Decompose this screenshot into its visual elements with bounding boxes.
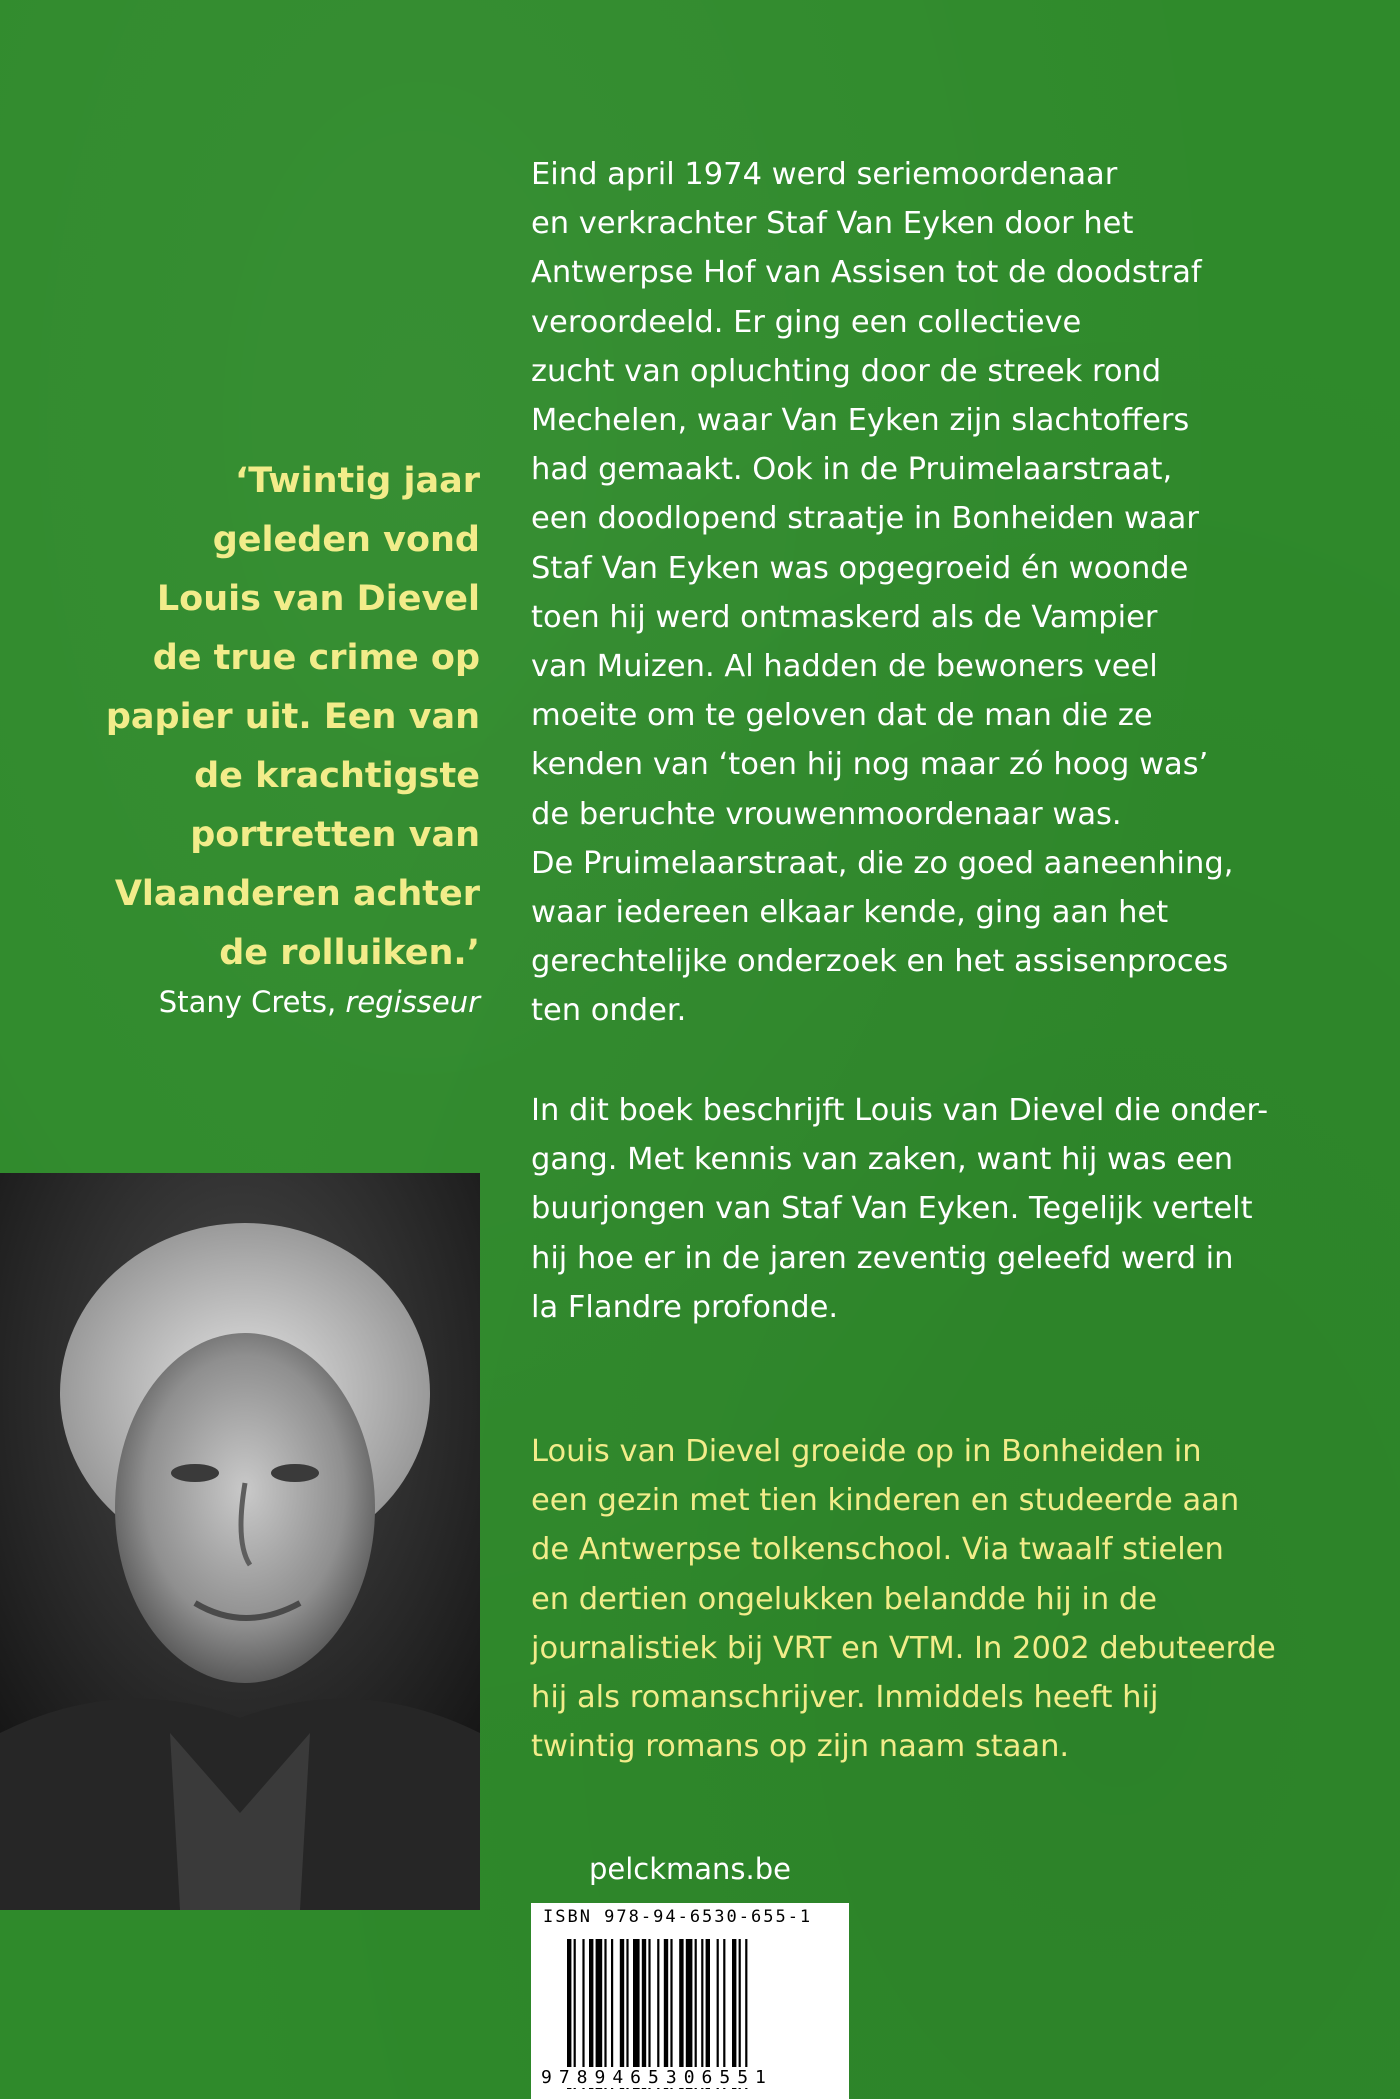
author-bio: Louis van Dievel groeide op in Bonheiden in een gezin met tien kinderen en studeerde aan de Antwerpse tolkenschool. Via twaalf stielen en dertien ongelukken belandde hij in de journalistiek bij VRT en VTM. In 2002 debuteerde hij als romanschrijver. Inmiddels heeft hij twintig romans op zijn naam staan. [531, 1434, 1276, 1765]
pull-quote: ‘Twintig jaar geleden vond Louis van Dievel de true crime op papier uit. Een van de krachtigste portretten van Vlaanderen achter de rolluiken.’ [105, 461, 480, 973]
quote-credit [100, 982, 480, 1022]
isbn-barcode [531, 1903, 849, 2099]
isbn-label: ISBN 978-94-6530-655-1 [543, 1907, 813, 1927]
quote-author-role: regisseur [345, 985, 480, 1019]
ean-digits: 9789465306551 [541, 2067, 773, 2088]
blurb-paragraph-1: Eind april 1974 werd seriemoordenaar en verkrachter Staf Van Eyken door het Antwerpse Hof van Assisen tot de doodstraf veroordeeld. Er ging een collectieve zucht van opluchting door de streek rond Mechelen, waar Van Eyken zijn slachtoffers had gemaakt. Ook in de Pruimelaarstraat, een doodlopend straatje in Bonheiden waar Staf Van Eyken was opgegroeid én woonde toen hij werd ontmaskerd als de Vampier van Muizen. Al hadden de bewoners veel moeite om te geloven dat de man die ze kenden van ‘toen hij nog maar zó hoog was’ de beruchte vrouwenmoordenaar was. De Pruimelaarstraat, die zo goed aaneenhing, waar iedereen elkaar kende, ging aan het gerechtelijke onderzoek en het assisenproces ten onder. [531, 157, 1234, 1029]
publisher-website: pelckmans.be [588, 1852, 792, 1886]
blurb-paragraph-2: In dit boek beschrijft Louis van Dievel die onder- gang. Met kennis van zaken, want hij was een buurjongen van Staf Van Eyken. Tegelijk vertelt hij hoe er in de jaren zeventig geleefd werd in la Flandre profonde. [531, 1093, 1269, 1325]
author-photo [0, 1173, 480, 1910]
quote-author: Stany Crets, [158, 985, 337, 1019]
